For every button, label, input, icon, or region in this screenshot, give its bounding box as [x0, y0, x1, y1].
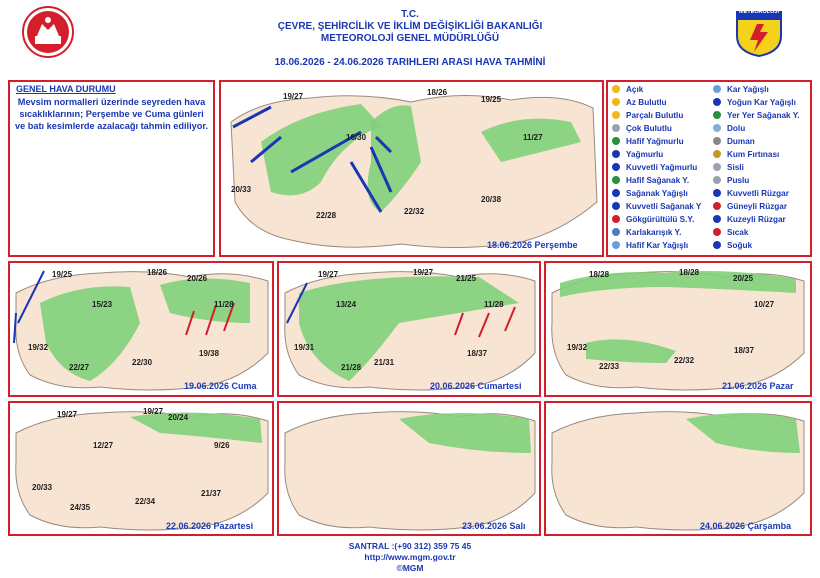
legend-label: Duman: [727, 136, 755, 146]
weather-icon: [711, 84, 724, 94]
weather-icon: [610, 136, 623, 146]
city-temp-label: 11/28: [214, 300, 234, 309]
city-temp-label: 21/25: [456, 274, 477, 283]
city-temp-label: 18/26: [427, 88, 448, 97]
city-temp-label: 19/25: [481, 95, 502, 104]
city-temp-label: 18/28: [679, 268, 700, 277]
legend-item: [610, 162, 697, 172]
weather-icon: [610, 214, 623, 224]
city-temp-label: 19/27: [413, 268, 434, 277]
city-temp-label: 13/24: [336, 300, 357, 309]
weather-icon: [711, 110, 724, 120]
legend-item: [711, 240, 752, 250]
legend-label: Soğuk: [727, 240, 753, 250]
legend-label: Parçalı Bulutlu: [626, 110, 684, 120]
legend-item: [610, 97, 666, 107]
legend-label: Kuzeyli Rüzgar: [727, 214, 786, 224]
city-temp-label: 19/32: [567, 343, 588, 352]
summary-text: Mevsim normalleri üzerinde seyreden hava sıcaklıklarının; Perşembe ve Cuma günleri ve batı kesimlerde azalacağı tahmin ediliyor.: [14, 97, 209, 132]
city-temp-label: 19/27: [143, 407, 164, 416]
legend-label: Az Bulutlu: [626, 97, 667, 107]
weather-icon: [610, 240, 623, 250]
city-temp-label: 21/31: [374, 358, 395, 367]
weather-icon: [610, 162, 623, 172]
map-date-6: 23.06.2026 Salı: [462, 521, 526, 531]
map-svg-5: [10, 403, 272, 534]
city-temp-label: 10/27: [754, 300, 775, 309]
legend-item: [711, 214, 786, 224]
legend-label: Gökgürültülü S.Y.: [626, 214, 695, 224]
legend-label: Hafif Kar Yağışlı: [626, 240, 689, 250]
city-temp-label: 19/25: [52, 270, 73, 279]
city-temp-label: 11/27: [523, 133, 543, 142]
legend-item: [711, 97, 796, 107]
city-temp-label: 9/26: [214, 441, 230, 450]
city-temp-label: 20/25: [733, 274, 754, 283]
map-svg-1: [221, 82, 602, 255]
legend-item: [711, 188, 789, 198]
weather-icon: [711, 214, 724, 224]
weather-icon: [711, 123, 724, 133]
city-temp-label: 21/37: [201, 489, 222, 498]
city-temp-label: 20/33: [231, 185, 252, 194]
legend-item: [610, 149, 663, 159]
legend-label: Güneyli Rüzgar: [727, 201, 788, 211]
logo-text: METEOROLOJİ: [738, 9, 780, 15]
legend-label: Dolu: [727, 123, 746, 133]
legend-item: [610, 214, 694, 224]
legend-item: [711, 149, 779, 159]
city-temp-label: 20/38: [481, 195, 502, 204]
map-date-1: 18.06.2026 Perşembe: [487, 240, 578, 250]
legend-label: Sisli: [727, 162, 744, 172]
legend-label: Kuvvetli Sağanak Y: [626, 201, 702, 211]
city-temp-label: 24/35: [70, 503, 91, 512]
map-date-7: 24.06.2026 Çarşamba: [700, 521, 792, 531]
city-temp-label: 11/28: [484, 300, 504, 309]
city-temp-label: 18/26: [147, 268, 168, 277]
city-temp-label: 22/33: [599, 362, 620, 371]
legend-item: [610, 110, 683, 120]
city-temp-label: 22/27: [69, 363, 90, 372]
weather-icon: [711, 175, 724, 185]
weather-icon: [610, 201, 623, 211]
header-directorate: METEOROLOJİ GENEL MÜDÜRLÜĞÜ: [320, 33, 500, 44]
map-svg-2: [10, 263, 272, 395]
map-svg-7: [546, 403, 810, 534]
legend-label: Sıcak: [727, 227, 749, 237]
legend-label: Çok Bulutlu: [626, 123, 672, 133]
city-temp-label: 20/33: [32, 483, 53, 492]
legend-item: [711, 227, 748, 237]
legend-item: [610, 227, 681, 237]
legend-item: [610, 188, 688, 198]
weather-icon: [711, 136, 724, 146]
legend-label: Açık: [626, 84, 644, 94]
weather-icon: [711, 149, 724, 159]
city-temp-label: 19/27: [283, 92, 304, 101]
city-temp-label: 22/30: [132, 358, 153, 367]
legend-label: Kuvvetli Yağmurlu: [626, 162, 698, 172]
city-temp-label: 22/34: [135, 497, 156, 506]
map-svg-3: [279, 263, 539, 395]
city-temp-label: 19/31: [294, 343, 315, 352]
legend-label: Hafif Sağanak Y.: [626, 175, 690, 185]
legend-item: [711, 110, 800, 120]
weather-icon: [610, 188, 623, 198]
city-temp-label: 21/28: [341, 363, 362, 372]
weather-icon: [711, 162, 724, 172]
header-tc: T.C.: [401, 9, 419, 20]
footer-copyright: ©MGM: [396, 563, 424, 573]
weather-icon: [610, 123, 623, 133]
legend-label: Puslu: [727, 175, 750, 185]
weather-icon: [711, 240, 724, 250]
city-temp-label: 22/32: [674, 356, 695, 365]
legend-item: [711, 136, 755, 146]
legend-label: Hafif Yağmurlu: [626, 136, 684, 146]
legend-label: Kum Fırtınası: [727, 149, 780, 159]
legend-item: [711, 84, 769, 94]
legend-item: [711, 123, 745, 133]
legend-label: Yoğun Kar Yağışlı: [727, 97, 796, 107]
weather-icon: [610, 149, 623, 159]
city-temp-label: 15/23: [92, 300, 113, 309]
legend-item: [610, 84, 643, 94]
weather-icon: [711, 97, 724, 107]
footer-url[interactable]: http://www.mgm.gov.tr: [364, 552, 456, 562]
legend-label: Yer Yer Sağanak Y.: [727, 110, 800, 120]
city-temp-label: 18/37: [467, 349, 488, 358]
weather-icon: [610, 227, 623, 237]
weather-icon: [610, 110, 623, 120]
legend-item: [610, 123, 672, 133]
legend-item: [610, 136, 684, 146]
city-temp-label: 22/32: [404, 207, 425, 216]
weather-icon: [610, 84, 623, 94]
city-temp-label: 19/32: [28, 343, 49, 352]
legend-item: [610, 201, 701, 211]
legend-item: [610, 175, 689, 185]
city-temp-label: 19/27: [318, 270, 339, 279]
legend-label: Yağmurlu: [626, 149, 664, 159]
city-temp-label: 19/27: [57, 410, 78, 419]
summary-title: GENEL HAVA DURUMU: [16, 84, 116, 94]
map-date-3: 20.06.2026 Cumartesi: [430, 381, 522, 391]
weather-icon: [711, 201, 724, 211]
legend-item: [711, 175, 749, 185]
header-ministry: ÇEVRE, ŞEHİRCİLİK VE İKLİM DEĞİŞİKLİĞİ BAKANLIĞI: [277, 21, 543, 32]
city-temp-label: 12/27: [93, 441, 114, 450]
header-date-range: 18.06.2026 - 24.06.2026 TARIHLERI ARASI HAVA TAHMİNİ: [274, 57, 546, 68]
city-temp-label: 18/28: [589, 270, 610, 279]
legend-label: Sağanak Yağışlı: [626, 188, 688, 198]
footer-phone: SANTRAL :(+90 312) 359 75 45: [348, 541, 472, 551]
city-temp-label: 16/30: [346, 133, 367, 142]
city-temp-label: 22/28: [316, 211, 337, 220]
city-temp-label: 20/24: [168, 413, 189, 422]
weather-icon: [711, 227, 724, 237]
map-date-4: 21.06.2026 Pazar: [722, 381, 794, 391]
legend-item: [610, 240, 688, 250]
map-date-2: 19.06.2026 Cuma: [184, 381, 257, 391]
map-svg-4: [546, 263, 810, 395]
legend-label: Karlakarışık Y.: [626, 227, 682, 237]
map-svg-6: [279, 403, 539, 534]
weather-icon: [610, 97, 623, 107]
legend-item: [711, 162, 744, 172]
weather-icon: [610, 175, 623, 185]
weather-icon: [711, 188, 724, 198]
legend-item: [711, 201, 787, 211]
map-date-5: 22.06.2026 Pazartesi: [166, 521, 254, 531]
legend-label: Kuvvetli Rüzgar: [727, 188, 789, 198]
legend-label: Kar Yağışlı: [727, 84, 769, 94]
city-temp-label: 18/37: [734, 346, 755, 355]
summary-panel: [8, 80, 215, 257]
city-temp-label: 20/26: [187, 274, 208, 283]
city-temp-label: 19/38: [199, 349, 220, 358]
